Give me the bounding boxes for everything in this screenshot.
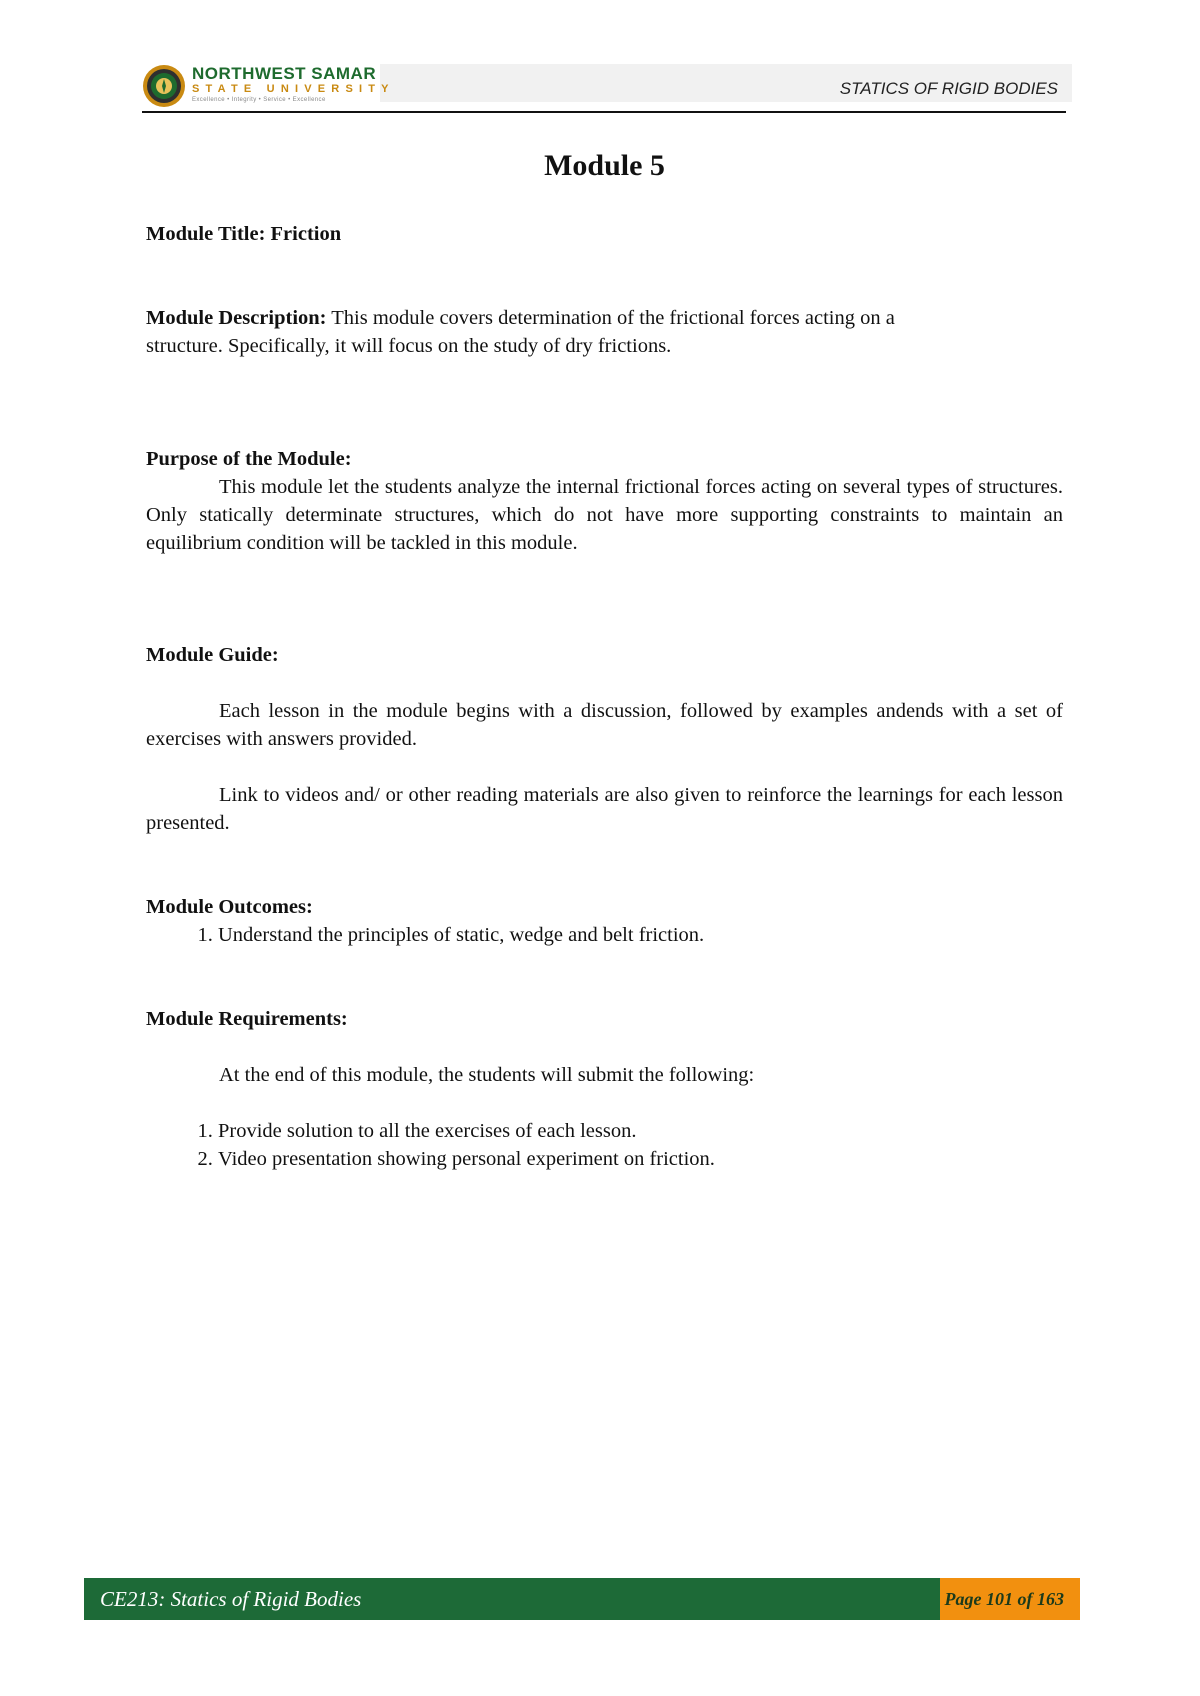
module-guide bbox=[146, 641, 1063, 837]
page-total: 163 bbox=[1037, 1589, 1064, 1609]
page-number bbox=[945, 1589, 1064, 1610]
footer-page-band bbox=[940, 1578, 1080, 1620]
outcomes-label: Module Outcomes: bbox=[146, 896, 313, 918]
requirements-intro: At the end of this module, the students will submit the following: bbox=[219, 1064, 755, 1086]
module-description-text: This module covers determination of the frictional forces acting on a bbox=[331, 307, 895, 329]
module-heading: Module 5 bbox=[544, 149, 665, 182]
module-requirements bbox=[146, 1005, 1063, 1173]
running-title: STATICS OF RIGID BODIES bbox=[839, 79, 1058, 98]
page-content bbox=[146, 140, 1063, 1173]
university-seal-icon bbox=[142, 64, 186, 108]
requirements-list bbox=[146, 1117, 1063, 1173]
university-subtitle: STATE UNIVERSITY bbox=[192, 83, 395, 95]
page-header bbox=[142, 56, 1072, 116]
page-of: of bbox=[1017, 1589, 1033, 1609]
page-footer bbox=[84, 1578, 1080, 1620]
university-logo bbox=[142, 60, 532, 114]
list-item: 1. Understand the principles of static, wedge and belt friction. bbox=[218, 921, 1063, 949]
page-current: 101 bbox=[986, 1589, 1013, 1609]
list-item: 2. Video presentation showing personal experiment on friction. bbox=[218, 1145, 1063, 1173]
university-name: NORTHWEST SAMAR bbox=[192, 64, 377, 83]
purpose-label: Purpose of the Module: bbox=[146, 448, 352, 470]
purpose-text: This module let the students analyze the internal frictional forces acting on several types of structures. Only statically determinate structures, which do not have more supporting constraints to maintain an equilibrium condition will be tackled in this module. bbox=[146, 476, 1063, 554]
university-motto: Excellence • Integrity • Service • Excellence bbox=[192, 97, 326, 103]
module-purpose bbox=[146, 445, 1063, 557]
guide-paragraph-2: Link to videos and/ or other reading materials are also given to reinforce the learnings for each lesson presented. bbox=[146, 784, 1063, 834]
outcomes-list bbox=[146, 921, 1063, 949]
header-divider bbox=[142, 111, 1066, 113]
module-outcomes bbox=[146, 893, 1063, 949]
module-title-line bbox=[146, 220, 1063, 248]
module-description bbox=[146, 304, 1063, 360]
footer-course-band bbox=[84, 1578, 940, 1620]
requirements-label: Module Requirements: bbox=[146, 1008, 348, 1030]
page-word: Page bbox=[944, 1589, 982, 1609]
guide-label: Module Guide: bbox=[146, 644, 279, 666]
module-title-label: Module Title: bbox=[146, 223, 266, 245]
list-item: 1. Provide solution to all the exercises of each lesson. bbox=[218, 1117, 1063, 1145]
guide-paragraph-1: Each lesson in the module begins with a discussion, followed by examples andends with a set of exercises with answers provided. bbox=[146, 700, 1063, 750]
module-description-text-2: structure. Specifically, it will focus on the study of dry frictions. bbox=[146, 335, 672, 357]
module-title-value: Friction bbox=[270, 223, 342, 245]
footer-course-title: CE213: Statics of Rigid Bodies bbox=[100, 1587, 362, 1611]
module-description-label: Module Description: bbox=[146, 307, 327, 329]
